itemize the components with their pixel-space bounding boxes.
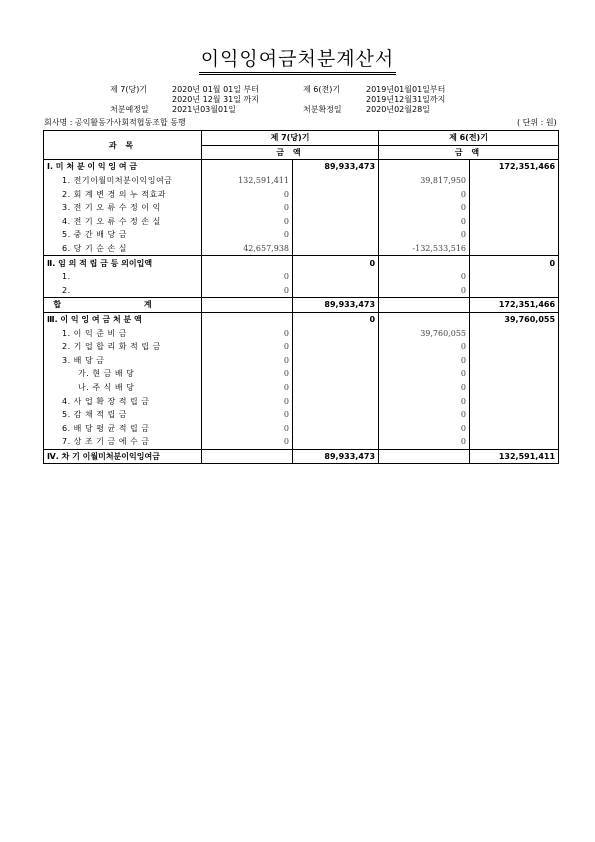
previous-disposal-date: 2020년02월28일 bbox=[366, 105, 430, 114]
previous-detail-amount: 0 bbox=[379, 228, 470, 242]
row-label: Ⅳ. 차 기 이월미처분이익잉여금 bbox=[44, 449, 202, 464]
current-detail-amount: 0 bbox=[202, 187, 293, 201]
row-label: 3. 배 당 금 bbox=[44, 354, 202, 368]
previous-total-amount bbox=[470, 435, 559, 449]
table-row bbox=[44, 228, 559, 242]
previous-detail-amount: 0 bbox=[379, 354, 470, 368]
table-row bbox=[44, 215, 559, 229]
previous-period-from: 2019년01월01일부터 bbox=[366, 85, 446, 94]
row-label: 나. 주 식 배 당 bbox=[44, 381, 202, 395]
current-detail-amount bbox=[202, 160, 293, 174]
table-row bbox=[44, 270, 559, 284]
previous-total-amount bbox=[470, 421, 559, 435]
previous-detail-amount bbox=[379, 256, 470, 270]
row-label: 1. bbox=[44, 270, 202, 284]
previous-total-amount bbox=[470, 394, 559, 408]
table-header-row bbox=[44, 131, 559, 146]
current-total-amount bbox=[293, 394, 379, 408]
current-total-amount bbox=[293, 421, 379, 435]
table-row bbox=[44, 367, 559, 381]
current-total-amount bbox=[293, 228, 379, 242]
current-detail-amount: 0 bbox=[202, 270, 293, 284]
previous-total-amount bbox=[470, 367, 559, 381]
table-row bbox=[44, 256, 559, 270]
current-total-amount bbox=[293, 326, 379, 340]
current-detail-amount: 132,591,411 bbox=[202, 174, 293, 188]
current-period-to: 2020년 12월 31일 까지 bbox=[172, 95, 259, 104]
previous-total-amount bbox=[470, 326, 559, 340]
table-row bbox=[44, 187, 559, 201]
row-label: 합 계 bbox=[44, 298, 202, 313]
row-label: Ⅲ. 이 익 잉 여 금 처 분 액 bbox=[44, 312, 202, 326]
current-detail-amount bbox=[202, 449, 293, 464]
previous-total-amount bbox=[470, 228, 559, 242]
table-row bbox=[44, 408, 559, 422]
previous-detail-amount: 0 bbox=[379, 201, 470, 215]
current-total-amount bbox=[293, 354, 379, 368]
row-label: 2. 회 계 변 경 의 누 적효과 bbox=[44, 187, 202, 201]
table-row bbox=[44, 284, 559, 298]
previous-detail-amount: 0 bbox=[379, 340, 470, 354]
current-detail-amount: 0 bbox=[202, 354, 293, 368]
previous-total-amount: 132,591,411 bbox=[470, 449, 559, 464]
previous-total-amount: 0 bbox=[470, 256, 559, 270]
row-label: Ⅰ. 미 처 분 이 익 잉 여 금 bbox=[44, 160, 202, 174]
current-total-amount bbox=[293, 367, 379, 381]
current-detail-amount: 0 bbox=[202, 394, 293, 408]
table-row bbox=[44, 312, 559, 326]
previous-total-amount bbox=[470, 381, 559, 395]
current-total-amount bbox=[293, 201, 379, 215]
current-disposal-label: 처분예정일 bbox=[110, 105, 149, 114]
table-row bbox=[44, 449, 559, 464]
table-row bbox=[44, 340, 559, 354]
current-total-amount bbox=[293, 187, 379, 201]
current-term: 제 7(당)기 bbox=[110, 85, 148, 94]
current-detail-amount: 0 bbox=[202, 201, 293, 215]
current-detail-amount: 0 bbox=[202, 215, 293, 229]
previous-detail-amount: 0 bbox=[379, 435, 470, 449]
current-total-amount: 0 bbox=[293, 312, 379, 326]
previous-detail-amount: 0 bbox=[379, 284, 470, 298]
row-label: 5. 감 채 적 립 금 bbox=[44, 408, 202, 422]
previous-detail-amount: 0 bbox=[379, 215, 470, 229]
previous-detail-amount: 0 bbox=[379, 381, 470, 395]
previous-total-amount bbox=[470, 174, 559, 188]
previous-total-amount: 172,351,466 bbox=[470, 298, 559, 313]
company-name: 회사명 : 공익활동가사회적협동조합 동행 bbox=[44, 118, 186, 127]
current-total-amount bbox=[293, 381, 379, 395]
row-label: 6. 배 당 평 균 적 립 금 bbox=[44, 421, 202, 435]
current-total-amount bbox=[293, 242, 379, 256]
previous-total-amount bbox=[470, 215, 559, 229]
table-row bbox=[44, 421, 559, 435]
table-row bbox=[44, 326, 559, 340]
row-label: 1. 전기이월미처분이익잉여금 bbox=[44, 174, 202, 188]
current-total-amount bbox=[293, 174, 379, 188]
previous-term-header: 제 6(전)기 bbox=[379, 131, 559, 146]
current-detail-amount: 0 bbox=[202, 408, 293, 422]
row-label: 가. 현 금 배 당 bbox=[44, 367, 202, 381]
current-term-header: 제 7(당)기 bbox=[202, 131, 379, 146]
current-detail-amount: 0 bbox=[202, 284, 293, 298]
previous-detail-amount bbox=[379, 160, 470, 174]
previous-total-amount: 172,351,466 bbox=[470, 160, 559, 174]
current-total-amount: 89,933,473 bbox=[293, 449, 379, 464]
current-detail-amount: 0 bbox=[202, 340, 293, 354]
previous-detail-amount: 0 bbox=[379, 394, 470, 408]
previous-detail-amount: 0 bbox=[379, 421, 470, 435]
previous-term: 제 6(전)기 bbox=[303, 85, 341, 94]
previous-disposal-label: 처분확정일 bbox=[303, 105, 342, 114]
current-total-amount bbox=[293, 435, 379, 449]
row-label: 6. 당 기 순 손 실 bbox=[44, 242, 202, 256]
current-total-amount bbox=[293, 408, 379, 422]
current-detail-amount: 0 bbox=[202, 435, 293, 449]
current-detail-amount: 42,657,938 bbox=[202, 242, 293, 256]
previous-total-amount bbox=[470, 340, 559, 354]
previous-total-amount bbox=[470, 270, 559, 284]
previous-amount-header: 금 액 bbox=[379, 145, 559, 160]
current-detail-amount bbox=[202, 298, 293, 313]
row-label: 3. 전 기 오 류 수 정 이 익 bbox=[44, 201, 202, 215]
previous-detail-amount: 0 bbox=[379, 187, 470, 201]
previous-period-to: 2019년12월31일까지 bbox=[366, 95, 446, 104]
previous-total-amount bbox=[470, 242, 559, 256]
previous-detail-amount: 39,817,950 bbox=[379, 174, 470, 188]
unit-label: ( 단위 : 원) bbox=[517, 118, 557, 127]
previous-detail-amount: 0 bbox=[379, 270, 470, 284]
current-detail-amount bbox=[202, 256, 293, 270]
table-row bbox=[44, 242, 559, 256]
current-period-from: 2020년 01월 01일 부터 bbox=[172, 85, 259, 94]
row-label: 7. 상 조 기 금 에 수 금 bbox=[44, 435, 202, 449]
row-label: 5. 중 간 배 당 금 bbox=[44, 228, 202, 242]
row-label: 4. 사 업 확 장 적 립 금 bbox=[44, 394, 202, 408]
previous-total-amount bbox=[470, 187, 559, 201]
current-detail-amount: 0 bbox=[202, 381, 293, 395]
table-row bbox=[44, 354, 559, 368]
previous-detail-amount: 0 bbox=[379, 367, 470, 381]
current-total-amount bbox=[293, 270, 379, 284]
previous-detail-amount: 0 bbox=[379, 408, 470, 422]
previous-total-amount bbox=[470, 354, 559, 368]
previous-detail-amount bbox=[379, 298, 470, 313]
document-title: 이익잉여금처분계산서 bbox=[0, 44, 595, 75]
current-total-amount: 0 bbox=[293, 256, 379, 270]
row-label: 1. 이 익 준 비 금 bbox=[44, 326, 202, 340]
table-row bbox=[44, 298, 559, 313]
row-label: Ⅱ. 임 의 적 립 금 등 의이입액 bbox=[44, 256, 202, 270]
table-row bbox=[44, 435, 559, 449]
row-label: 2. bbox=[44, 284, 202, 298]
current-total-amount bbox=[293, 340, 379, 354]
previous-detail-amount: -132,533,516 bbox=[379, 242, 470, 256]
previous-total-amount bbox=[470, 284, 559, 298]
previous-total-amount bbox=[470, 201, 559, 215]
current-disposal-date: 2021년03월01일 bbox=[172, 105, 236, 114]
table-row bbox=[44, 394, 559, 408]
current-detail-amount: 0 bbox=[202, 228, 293, 242]
row-label: 4. 전 기 오 류 수 정 손 실 bbox=[44, 215, 202, 229]
subject-header: 과 목 bbox=[44, 131, 202, 160]
current-detail-amount: 0 bbox=[202, 367, 293, 381]
previous-total-amount bbox=[470, 408, 559, 422]
table-row bbox=[44, 381, 559, 395]
current-total-amount bbox=[293, 284, 379, 298]
current-total-amount: 89,933,473 bbox=[293, 160, 379, 174]
current-amount-header: 금 액 bbox=[202, 145, 379, 160]
previous-detail-amount bbox=[379, 449, 470, 464]
current-total-amount bbox=[293, 215, 379, 229]
current-detail-amount: 0 bbox=[202, 326, 293, 340]
table-row bbox=[44, 160, 559, 174]
table-row bbox=[44, 174, 559, 188]
previous-detail-amount: 39,760,055 bbox=[379, 326, 470, 340]
retained-earnings-table bbox=[43, 130, 559, 464]
current-total-amount: 89,933,473 bbox=[293, 298, 379, 313]
table-row bbox=[44, 201, 559, 215]
row-label: 2. 기 업 합 리 화 적 립 금 bbox=[44, 340, 202, 354]
previous-total-amount: 39,760,055 bbox=[470, 312, 559, 326]
previous-detail-amount bbox=[379, 312, 470, 326]
current-detail-amount bbox=[202, 312, 293, 326]
current-detail-amount: 0 bbox=[202, 421, 293, 435]
